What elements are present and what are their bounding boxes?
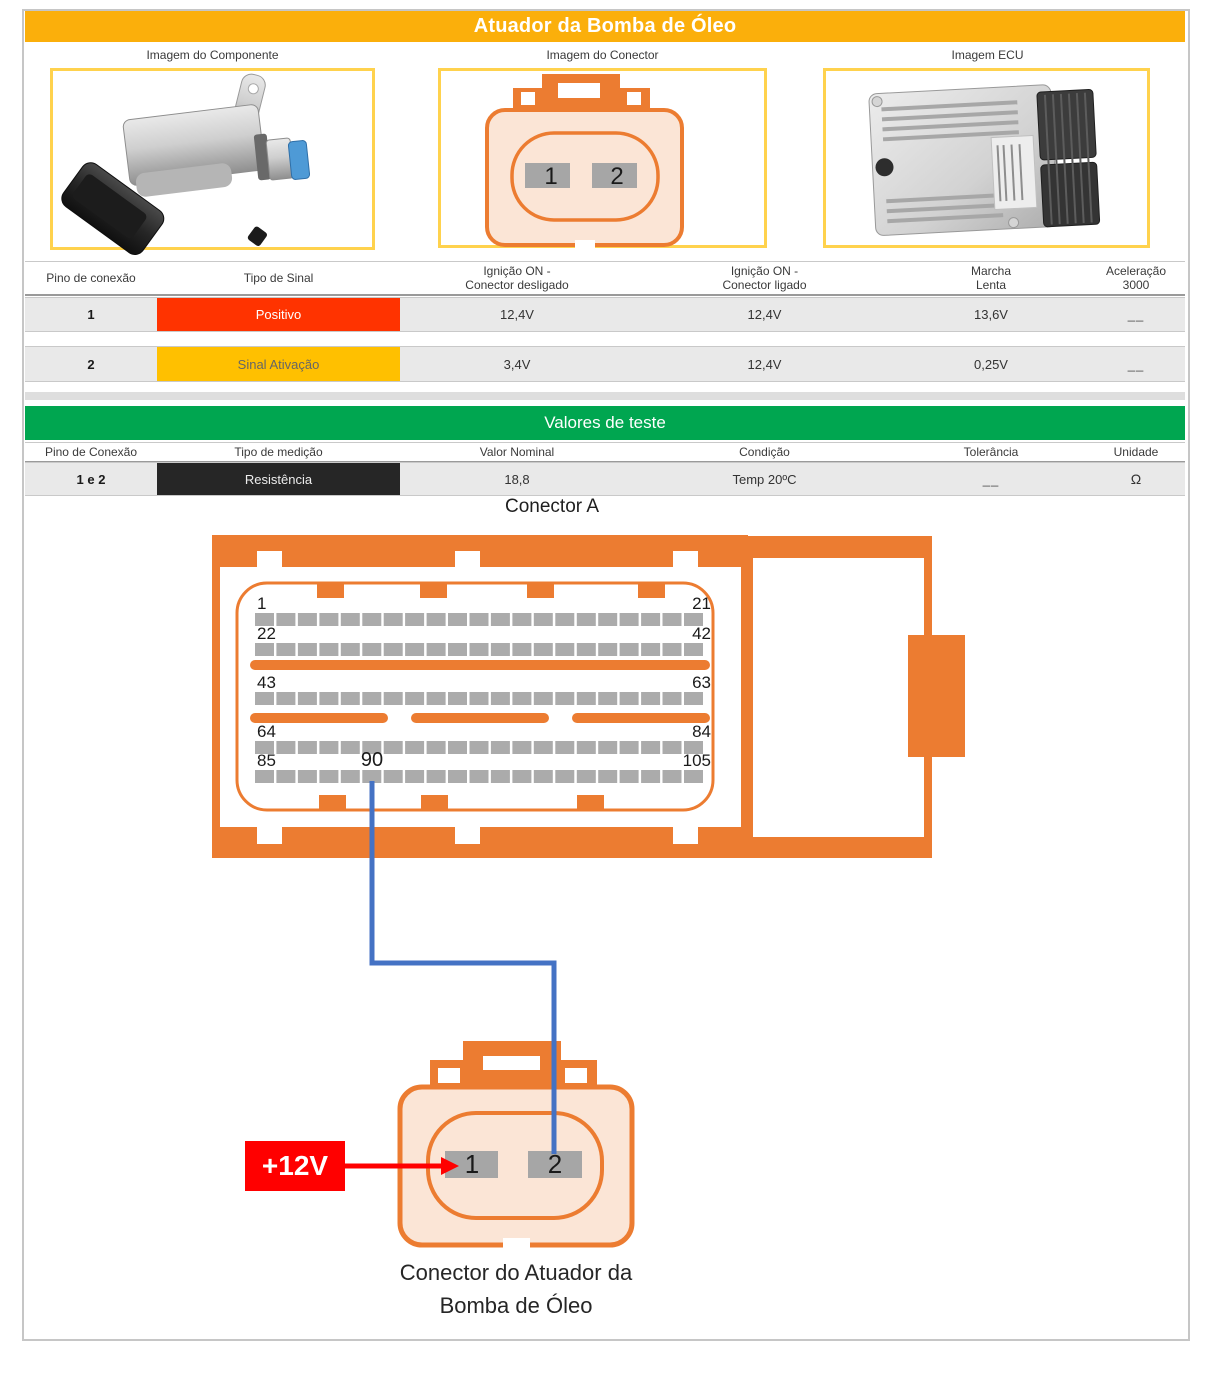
ecu-pin [620,692,639,705]
ecu-pin [577,741,596,754]
ecu-pin [276,692,295,705]
ecu-pin [641,692,660,705]
ecu-pin [577,770,596,783]
ecu-pin [512,643,531,656]
ecu-pin [319,643,338,656]
ecu-image-label: Imagem ECU [951,48,1024,62]
ecu-pin [427,613,446,626]
label-pin-84: 84 [692,722,711,741]
unit-value: Ω [1130,471,1142,487]
left-wing-slot [521,92,535,105]
ecu-ear-2 [1008,217,1019,228]
ecu-pin [534,643,553,656]
col-header-tolerance: Tolerância [963,445,1019,459]
ecu-pin [577,692,596,705]
tab-slot [558,83,600,98]
col-header-accel: Aceleração 3000 [1105,264,1167,292]
col-header-condition: Condição [739,445,790,459]
label-pin-22: 22 [257,624,276,643]
ecu-pin [555,770,574,783]
label-pin-1: 1 [257,594,267,613]
label-pin-21: 21 [692,594,711,613]
ecu-pin [255,770,274,783]
label-pin-90: 90 [360,749,384,771]
ecu-pin [555,643,574,656]
label-pin-105: 105 [682,751,711,770]
label-pin-63: 63 [692,673,711,692]
label-pin-43: 43 [257,673,276,692]
ecu-pin [491,613,510,626]
col-header-measure: Tipo de medição [234,445,323,459]
connector-image-drawing [487,74,682,248]
ecu-pin [512,770,531,783]
ecu-pin [405,770,424,783]
ecu-pin [470,741,489,754]
conector-a-drawing [212,535,965,858]
ecu-pin [405,643,424,656]
ecu-pin [298,613,317,626]
ign-on-value: 12,4V [747,307,782,322]
ign-off-value: 3,4V [503,356,531,372]
ecu-pin [663,741,682,754]
ecu-pin [384,741,403,754]
component-photo [58,72,310,258]
actuator-pin-1-label: 1 [464,1149,480,1179]
ecu-pin [298,692,317,705]
ecu-pin [470,643,489,656]
ecu-pin [319,692,338,705]
tolerance-value: __ [982,471,1000,487]
ecu-pin [405,692,424,705]
label-pin-85: 85 [257,751,276,770]
pin-2-label: 2 [610,163,624,190]
ecu-pin [684,692,703,705]
ecu-pin [448,770,467,783]
ecu-pin [491,643,510,656]
ecu-pin [491,692,510,705]
ecu-pin [555,613,574,626]
caption-line-1: Conector do Atuador da [399,1260,633,1285]
ecu-pin [384,770,403,783]
ecu-pin [341,741,360,754]
ecu-pin [641,770,660,783]
ecu-pin [641,741,660,754]
ecu-pin [405,613,424,626]
ecu-pin [663,613,682,626]
ecu-pin [577,613,596,626]
ecu-pin [341,613,360,626]
ecu-pin [341,643,360,656]
label-pin-42: 42 [692,624,711,643]
ecu-ear-1 [872,96,883,107]
supply-12v-badge: +12V [245,1141,345,1191]
ecu-pin [534,741,553,754]
ecu-pin [620,770,639,783]
ecu-pin [384,613,403,626]
ecu-pin [598,613,617,626]
actuator-right-slot [565,1068,587,1083]
pin-1-label: 1 [544,163,558,190]
col-header-unit: Unidade [1113,445,1159,459]
connector-image-label: Imagem do Conector [546,48,659,62]
ecu-pin [276,770,295,783]
side-box-interior [753,558,924,837]
actuator-bottom-notch [503,1238,530,1248]
conector-a-title: Conector A [505,496,599,517]
ecu-pin [555,741,574,754]
ecu-pin [384,692,403,705]
ecu-pin [598,770,617,783]
ecu-pin [491,741,510,754]
ecu-pin [620,613,639,626]
col-header-pin: Pino de Conexão [44,445,138,459]
ecu-pin [577,643,596,656]
ecu-photo [869,82,1100,236]
ecu-pin [341,770,360,783]
ecu-pin [663,643,682,656]
nominal-value: 18,8 [504,471,530,487]
ecu-pin [405,741,424,754]
accel-value: __ [1127,356,1145,372]
ecu-pin [276,643,295,656]
condition-value: Temp 20ºC [732,471,797,487]
ecu-pin [512,692,531,705]
col-header-ign-on: Ignição ON - Conector ligado [722,264,807,292]
ecu-pin [427,741,446,754]
ecu-pin [362,613,381,626]
col-header-idle: Marcha Lenta [970,264,1011,292]
ecu-pin [598,643,617,656]
ecu-pin [641,613,660,626]
right-wing-slot [627,92,641,105]
ecu-pin [534,770,553,783]
ecu-pin [427,770,446,783]
test-values-title-bar: Valores de teste [25,406,1185,440]
pin-number: 1 e 2 [76,471,106,487]
idle-value: 13,6V [974,307,1008,322]
ecu-pin [620,643,639,656]
col-header-nominal: Valor Nominal [479,445,555,459]
col-header-signal: Tipo de Sinal [243,271,314,285]
ecu-pin [512,741,531,754]
ecu-pin [427,643,446,656]
ecu-pin [362,692,381,705]
ecu-pin [384,643,403,656]
ecu-pin [684,770,703,783]
plug-nub [247,225,269,247]
component-image-label: Imagem do Componente [146,48,279,62]
ecu-pin [555,692,574,705]
actuator-pin-2-label: 2 [547,1149,563,1179]
actuator-connector-drawing [400,1041,632,1248]
col-header-ign-off: Ignição ON - Conector desligado [465,264,569,292]
ecu-pin [663,692,682,705]
side-tab [908,635,965,757]
ecu-pin [470,613,489,626]
label-pin-64: 64 [257,722,276,741]
pin-number: 2 [87,356,95,372]
ecu-pin [534,613,553,626]
accel-value: __ [1127,307,1145,322]
ecu-pin [663,770,682,783]
ecu-pin [341,692,360,705]
measure-type-badge: Resistência [157,463,400,495]
ecu-pin [298,741,317,754]
ecu-pin [512,613,531,626]
ecu-pin [255,692,274,705]
pin-number: 1 [87,307,95,322]
body-bottom-notch [575,240,595,248]
ecu-pin [298,770,317,783]
ecu-pin [641,643,660,656]
ign-off-value: 12,4V [500,307,534,322]
ecu-pin [448,643,467,656]
ecu-pin [427,692,446,705]
ecu-pin [684,643,703,656]
idle-value: 0,25V [974,356,1008,372]
ecu-pin [255,643,274,656]
ecu-pin [298,643,317,656]
ecu-pin [491,770,510,783]
ecu-pin [319,741,338,754]
caption-line-2: Bomba de Óleo [439,1293,593,1318]
ecu-pin [448,613,467,626]
solenoid-blue-cap [288,140,310,180]
ecu-pin [448,741,467,754]
ecu-pin [362,643,381,656]
ecu-pin [534,692,553,705]
ecu-pin [276,741,295,754]
ecu-pin [620,741,639,754]
ecu-pin [598,741,617,754]
ecu-pin [470,692,489,705]
ecu-pin [319,770,338,783]
ecu-pin [448,692,467,705]
ign-on-value: 12,4V [747,356,782,372]
actuator-left-slot [438,1068,460,1083]
ecu-pin [276,613,295,626]
signal-type-badge: Positivo [157,298,400,331]
connector-body [487,110,682,245]
col-header-pin: Pino de conexão [46,271,136,285]
ecu-pin [319,613,338,626]
ecu-pin [598,692,617,705]
page-title: Atuador da Bomba de Óleo [25,11,1185,42]
ecu-pin [470,770,489,783]
actuator-tab-slot [483,1056,540,1070]
signal-type-badge: Sinal Ativação [157,347,400,381]
